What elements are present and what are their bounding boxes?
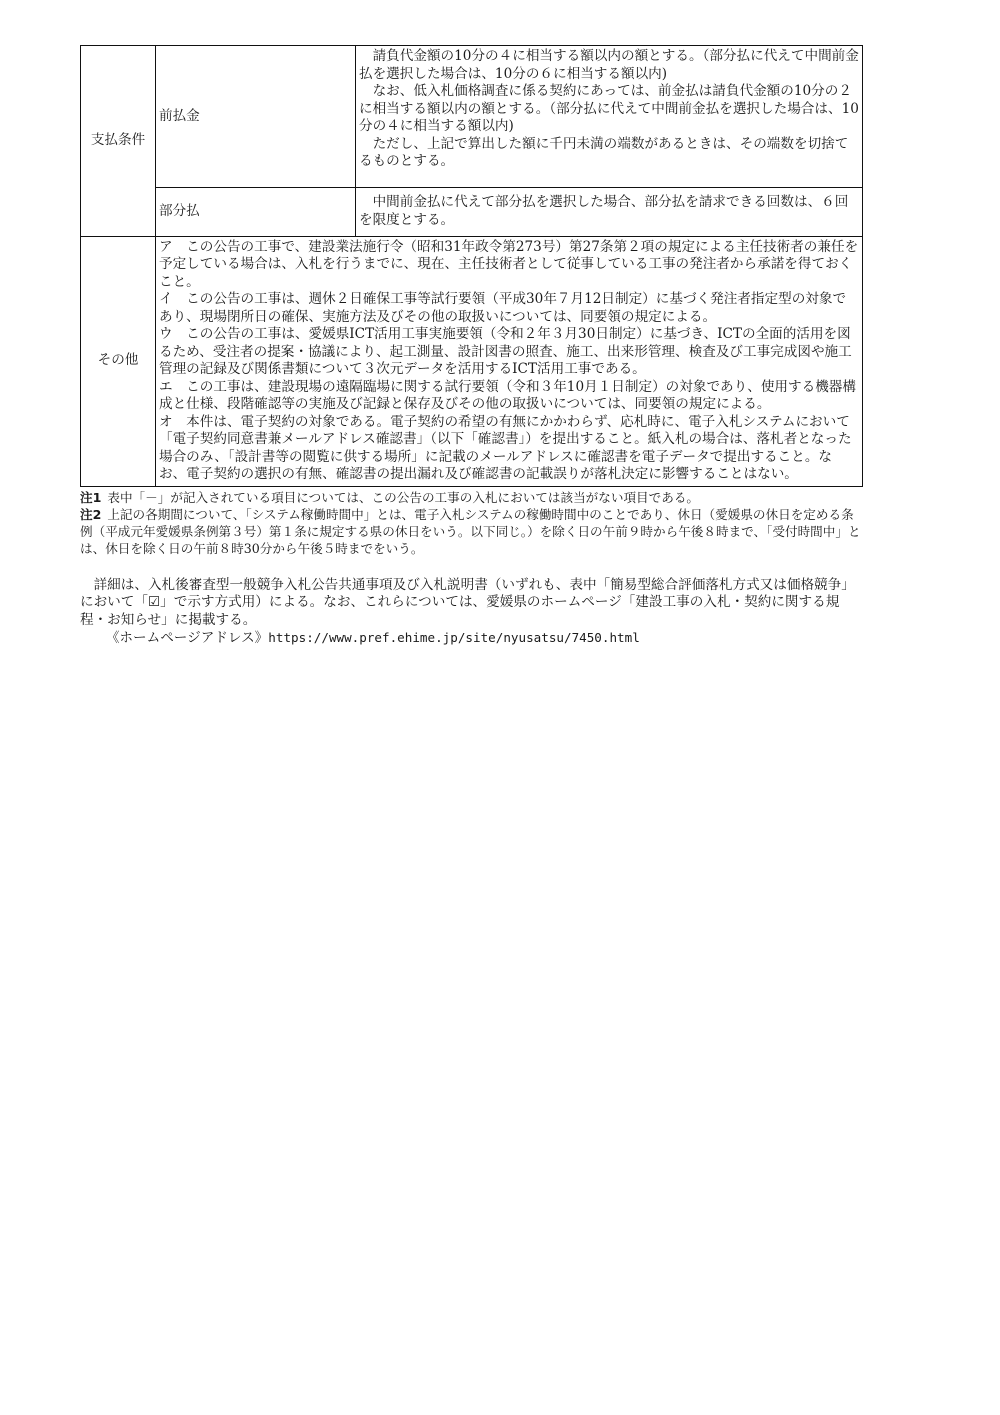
homepage-url-link[interactable]: https://www.pref.ehime.jp/site/nyusatsu/7450.html — [268, 630, 640, 645]
closing-section — [80, 577, 862, 648]
payment-conditions-label: 支払条件 — [81, 46, 156, 237]
note-text: 上記の各期間について、「システム稼働時間中」とは、電子入札システムの稼働時間中のことであり、休日（愛媛県の休日を定める条例（平成元年愛媛県条例第３号）第１条に規定する県の休日をいう。以下同じ。）を除く日の午前９時から午後８時まで、「受付時間中」とは、休日を除く日の午前８時30分から午後５時までをいう。 — [80, 506, 861, 556]
other-item: イ この公告の工事は、週休２日確保工事等試行要領（平成30年７月12日制定）に基づく発注者指定型の対象であり、現場閉所日の確保、実施方法及びその他の取扱いについては、同要領の規定による。 — [159, 291, 847, 325]
note — [80, 489, 862, 506]
partial-payment-text: 中間前金払に代えて部分払を選択した場合、部分払を請求できる回数は、６回を限度とする。 — [359, 194, 849, 228]
document-page — [80, 45, 862, 648]
advance-payment-content — [356, 46, 863, 188]
homepage-address-label: 《ホームページアドレス》 — [105, 630, 269, 646]
note-text: 表中「－」が記入されている項目については、この公告の工事の入札においては該当がない項目である。 — [107, 489, 700, 505]
homepage-address-line — [80, 629, 862, 648]
closing-text: 詳細は、入札後審査型一般競争入札公告共通事項及び入札説明書（いずれも、表中「簡易型総合評価落札方式又は価格競争」において「☑」で示す方式用）による。なお、これらについては、愛媛県のホームページ「建設工事の入札・契約に関する規程・お知らせ」に掲載する。 — [80, 576, 855, 628]
partial-payment-content — [356, 187, 863, 236]
other-item: オ 本件は、電子契約の対象である。電子契約の希望の有無にかかわらず、応札時に、電子入札システムにおいて「電子契約同意書兼メールアドレス確認書」（以下「確認書」）を提出すること。紙入札の場合は、落札者となった場合のみ、「設計書等の閲覧に供する場所」に記載のメールアドレスに確認書を電子データで提出すること。なお、電子契約の選択の有無、確認書の提出漏れ及び確認書の記載誤りが落札決定に影響することはない。 — [159, 413, 852, 482]
other-label: その他 — [81, 236, 156, 486]
conditions-table — [80, 45, 863, 487]
note-label: 注1 — [80, 489, 102, 505]
partial-payment-label: 部分払 — [156, 187, 356, 236]
other-item: ア この公告の工事で、建設業法施行令（昭和31年政令第273号）第27条第２項の規定による主任技術者の兼任を予定している場合は、入札を行うまでに、現在、主任技術者として従事している工事の発注者から承諾を得ておくこと。 — [159, 238, 859, 290]
advance-payment-paragraph: なお、低入札価格調査に係る契約にあっては、前金払は請負代金額の10分の２に相当する額以内の額とする。（部分払に代えて中間前金払を選択した場合は、10分の４に相当する額以内) — [359, 83, 859, 134]
other-item: エ この工事は、建設現場の遠隔臨場に関する試行要領（令和３年10月１日制定）の対象であり、使用する機器構成と仕様、段階確認等の実施及び記録と保存及びその他の取扱いについては、同要領の規定による。 — [159, 378, 856, 412]
other-item: ウ この公告の工事は、愛媛県ICT活用工事実施要領（令和２年３月30日制定）に基づき、ICTの全面的活用を図るため、受注者の提案・協議により、起工測量、設計図書の照査、施工、出来形管理、検査及び工事完成図や施工管理の記録及び関係書類について３次元データを活用するICT活用工事である。 — [159, 326, 852, 377]
other-content — [156, 236, 863, 486]
advance-payment-paragraph: 請負代金額の10分の４に相当する額以内の額とする。（部分払に代えて中間前金払を選択した場合は、10分の６に相当する額以内) — [359, 48, 859, 82]
note — [80, 506, 862, 557]
advance-payment-label: 前払金 — [156, 46, 356, 188]
note-label: 注2 — [80, 506, 102, 522]
advance-payment-paragraph: ただし、上記で算出した額に千円未満の端数があるときは、その端数を切捨てるものとする。 — [359, 135, 849, 169]
notes — [80, 489, 862, 557]
partial-payment-row — [81, 187, 863, 236]
advance-payment-row — [81, 46, 863, 188]
other-row — [81, 236, 863, 486]
